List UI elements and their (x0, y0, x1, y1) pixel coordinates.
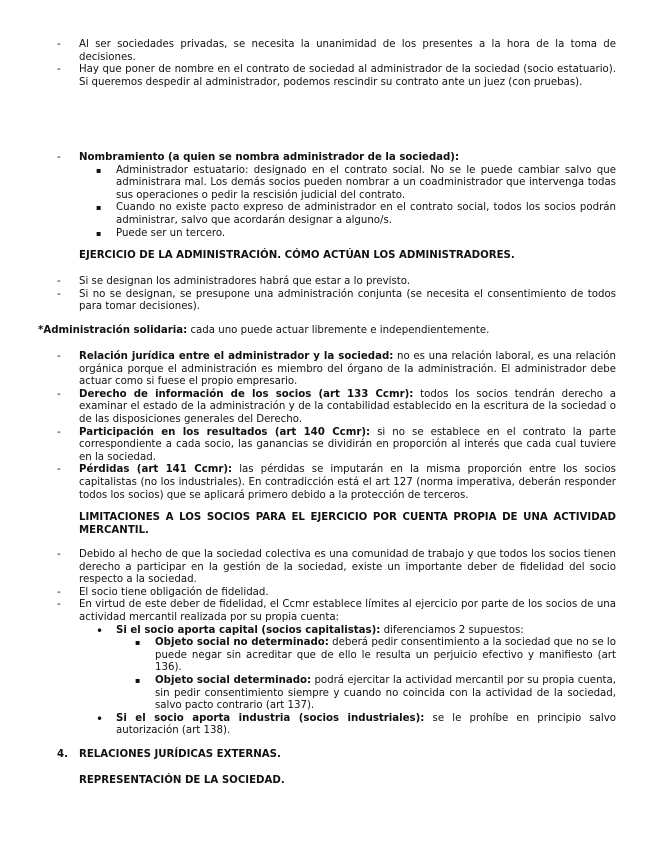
dash-marker: - (57, 549, 61, 560)
dash-marker: - (57, 64, 61, 76)
sub-list-item-text: Administrador estuatario: designado en el contrato social. No se le puede cambiar salvo que administrara mal. Los demás socios pueden nombrar a un coadministrador que intervenga todas sus operaciones o pedir la rescisión judicial del contrato. (116, 164, 616, 201)
sub-list-item-text: deberá pedir consentimiento a la sociedad que no se lo puede negar sin acreditar que de ello le resulta un perjuicio efectivo y manifiesto (art 136). (155, 637, 616, 674)
section-title: RELACIONES JURÍDICAS EXTERNAS. (79, 749, 281, 760)
list-item (0, 276, 655, 289)
list-item-label: Si el socio aporta industria (socios industriales): (116, 712, 425, 724)
square-bullet-icon: ▪ (96, 165, 102, 175)
list-item-text: se le prohíbe en principio salvo autorización (art 138). (116, 712, 616, 737)
dash-marker: - (57, 426, 61, 438)
square-bullet-icon: ▪ (135, 675, 141, 685)
list-item (0, 464, 655, 502)
relaciones-list (0, 351, 655, 502)
list-item (0, 64, 655, 89)
list-item-text: todos los socios tendrán derecho a examinar el estado de la administración y de la contabilidad establecido en la escritura de la sociedad o de las disposiciones generales del Derecho. (79, 388, 617, 425)
square-bullet-icon: ▪ (96, 203, 102, 213)
solidaria-text: cada uno puede actuar libremente e independientemente. (187, 325, 490, 336)
list-item-text: diferenciamos 2 supuestos: (380, 624, 524, 636)
dash-marker: - (57, 288, 61, 300)
dash-marker: - (57, 599, 61, 611)
square-bullet-icon: ▪ (135, 638, 141, 648)
dash-marker: - (57, 276, 61, 287)
list-item-label: Participación en los resultados (art 140 Ccmr): (79, 426, 371, 438)
sub-list-item (0, 228, 655, 241)
solidaria-paragraph (38, 325, 618, 338)
list-item-text: Hay que poner de nombre en el contrato de sociedad al administrador de la sociedad (socio estatuario). Si queremos despedir al administrador, podemos rescindir su contrato ante un juez (con pruebas). (79, 64, 616, 88)
heading-limitaciones: LIMITACIONES A LOS SOCIOS PARA EL EJERCICIO POR CUENTA PROPIA DE UNA ACTIVIDAD MERCANTIL. (79, 512, 616, 536)
list-item (0, 389, 655, 427)
list-item-label: Relación jurídica entre el administrador y la sociedad: (79, 351, 394, 362)
dash-marker: - (57, 351, 61, 362)
section-number: 4. (57, 749, 68, 760)
ejercicio-list (0, 276, 655, 314)
round-bullet-icon: • (96, 711, 104, 726)
list-item (0, 152, 655, 165)
round-list-item (0, 713, 655, 738)
list-item (0, 427, 655, 465)
list-item-text: las pérdidas se imputarán en la misma proporción entre los socios capitalistas (no los industriales). En contradicción está el art 127 (norma imperativa, deberán responder todos los socios) que se aplicará primero debido a la protección de terceros. (79, 464, 616, 501)
intro-list (0, 39, 655, 89)
dash-marker: - (57, 152, 61, 163)
nombramiento-section (0, 152, 655, 240)
list-item (0, 549, 655, 587)
list-item-text: En virtud de este deber de fidelidad, el Ccmr establece límites al ejercicio por parte de los socios de una actividad mercantil realizada por su propia cuenta: (79, 599, 616, 623)
dash-marker: - (57, 586, 61, 598)
list-item-text: Si no se designan, se presupone una administración conjunta (se necesita el consentimiento de todos para tomar decisiones). (79, 288, 616, 313)
round-bullet-icon: • (96, 623, 104, 638)
sub-list-item-label: Objeto social determinado: (155, 674, 312, 686)
list-item-label: Derecho de información de los socios (art 133 Ccmr): (79, 388, 414, 400)
dash-marker: - (57, 464, 61, 476)
list-item-text: Debido al hecho de que la sociedad colectiva es una comunidad de trabajo y que todos los socios tienen derecho a participar en la gestión de la sociedad, existe un importante deber de fidelidad del socio respecto a la sociedad. (79, 549, 616, 586)
square-bullet-icon: ▪ (96, 228, 102, 238)
round-list-item (0, 625, 655, 638)
dash-marker: - (57, 388, 61, 400)
heading-representacion: REPRESENTACIÓN DE LA SOCIEDAD. (79, 775, 285, 786)
list-item (0, 599, 655, 624)
limitaciones-list (0, 549, 655, 738)
heading-ejercicio: EJERCICIO DE LA ADMINISTRACIÓN. CÓMO ACTÚAN LOS ADMINISTRADORES. (79, 250, 515, 261)
nombramiento-title: Nombramiento (a quien se nombra administrador de la sociedad): (79, 152, 460, 163)
sub-list-item-text: Cuando no existe pacto expreso de administrador en el contrato social, todos los socios podrán administrar, salvo que acordarán designar a alguno/s. (116, 202, 616, 226)
list-item-text: Al ser sociedades privadas, se necesita la unanimidad de los presentes a la hora de la toma de decisiones. (79, 39, 616, 63)
sub-list-item-label: Objeto social no determinado: (155, 637, 329, 649)
list-item (0, 39, 655, 64)
solidaria-label: *Administración solidaria: (38, 325, 188, 336)
sub-list-item-text: podrá ejercitar la actividad mercantil por su propia cuenta, sin pedir consentimiento siempre y cuando no coincida con la actividad de la sociedad, salvo pacto contrario (art 137). (155, 674, 617, 712)
dash-marker: - (57, 39, 61, 50)
list-item-label: Pérdidas (art 141 Ccmr): (79, 464, 233, 476)
list-item (0, 289, 655, 314)
list-item (0, 587, 655, 600)
sub-list-item-text: Puede ser un tercero. (116, 227, 226, 239)
list-item-text: El socio tiene obligación de fidelidad. (79, 586, 269, 598)
list-item-text: no es una relación laboral, es una relación orgánica porque el administración es miembro del órgano de la administración. El administrador debe actuar como si fuese el propio empresario. (79, 351, 616, 388)
list-item (0, 351, 655, 389)
list-item-text: si no se establece en el contrato la parte correspondiente a cada socio, las ganancias se dividirán en proporción al interés que cada cual tuviere en la sociedad. (79, 426, 616, 463)
list-item-text: Si se designan los administradores habrá que estar a lo previsto. (79, 276, 411, 287)
sub-list-item (0, 637, 655, 675)
sub-list-item (0, 165, 655, 203)
sub-list-item (0, 202, 655, 227)
sub-list-item (0, 675, 655, 713)
list-item-label: Si el socio aporta capital (socios capitalistas): (116, 624, 381, 636)
